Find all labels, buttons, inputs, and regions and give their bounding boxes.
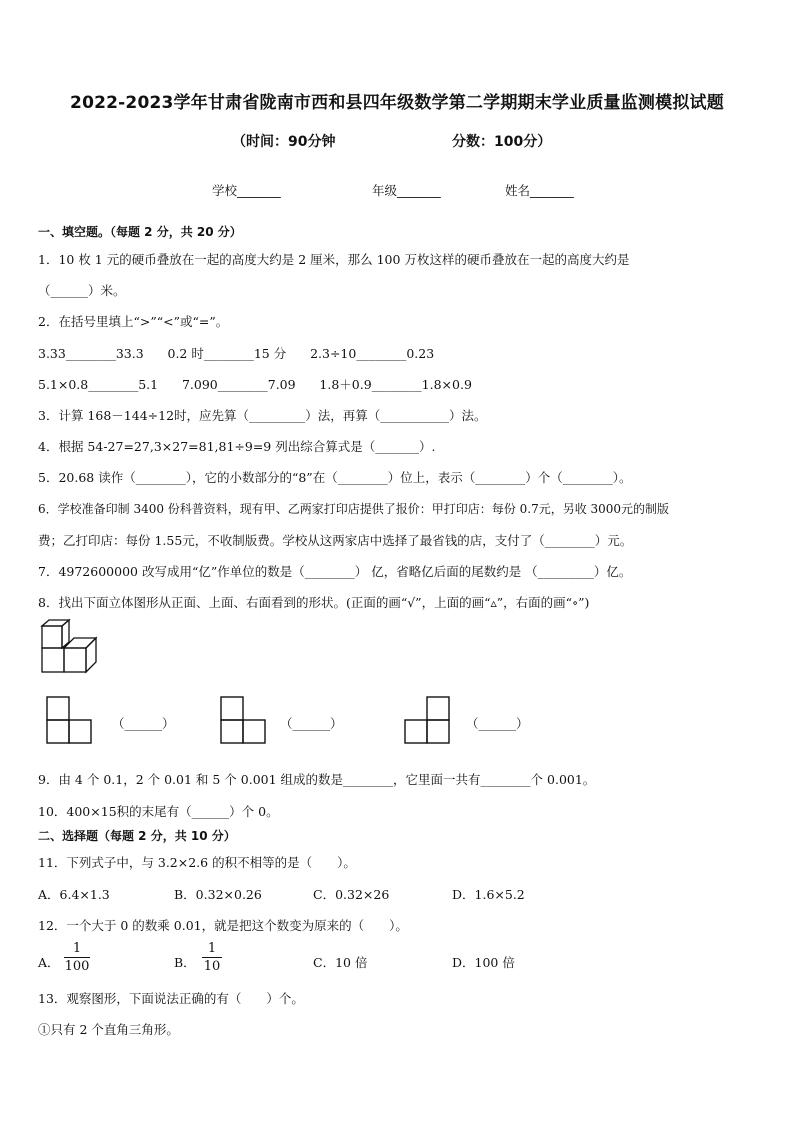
section1-heading: 一、填空题。（每题 2 分，共 20 分） [38, 225, 242, 239]
question-8-blank-2: （______） [280, 716, 343, 731]
section2-heading: 二、选择题（每题 2 分，共 10 分） [38, 829, 236, 843]
question-13-item-1: ①只有 2 个直角三角形。 [38, 1022, 179, 1037]
question-6-line1: 6．学校准备印制 3400 份科普资料，现有甲、乙两家打印店提供了报价：甲打印店：每份 0.7元，另收 3000元的制版 [38, 502, 670, 516]
question-12-option-b-fraction [202, 941, 222, 974]
exam-time: （时间：90分钟 [232, 134, 336, 150]
question-11: 11．下列式子中，与 3.2×2.6 的积不相等的是（ ）。 [38, 855, 356, 870]
cube-solid-figure [38, 616, 102, 678]
exam-title: 2022-2023学年甘肃省陇南市西和县四年级数学第二学期期末学业质量监测模拟试题 [70, 93, 724, 113]
question-1-line1: 1．10 枚 1 元的硬币叠放在一起的高度大约是 2 厘米，那么 100 万枚这样的硬币叠放在一起的高度大约是 [38, 252, 630, 267]
question-12: 12．一个大于 0 的数乘 0.01，就是把这个数变为原来的（ ）。 [38, 918, 408, 933]
question-4: 4．根据 54-27=27,3×27=81,81÷9=9 列出综合算式是（_______）. [38, 439, 436, 454]
fraction-a-denominator: 100 [64, 959, 90, 974]
question-2-row2: 5.1×0.8________5.1 7.090________7.09 1.8＋0.9________1.8×0.9 [38, 377, 472, 392]
fraction-b-bar [202, 957, 222, 958]
question-8: 8．找出下面立体图形从正面、上面、右面看到的形状。(正面的画“√”，上面的画“▵”，右面的画“∘”) [38, 595, 590, 610]
exam-score: 分数：100分） [452, 134, 552, 150]
question-7: 7．4972600000 改写成用“亿”作单位的数是（________） 亿，省略亿后面的尾数约是 （_________）亿。 [38, 564, 632, 579]
question-2: 2．在括号里填上“>”“<”或“=”。 [38, 314, 229, 329]
fraction-a-bar [64, 957, 90, 958]
question-12-option-c: C．10 倍 [313, 955, 368, 970]
grade-field: 年级_______ [372, 183, 441, 198]
question-12-option-d: D．100 倍 [452, 955, 515, 970]
question-11-option-a: A．6.4×1.3 [38, 887, 110, 902]
question-12-option-a-label: A． [38, 955, 60, 970]
fraction-b-numerator: 1 [207, 941, 217, 956]
view-shape-3 [404, 696, 452, 744]
question-11-option-c: C．0.32×26 [313, 887, 390, 902]
question-8-blank-3: （______） [466, 716, 529, 731]
question-11-option-d: D．1.6×5.2 [452, 887, 525, 902]
question-13: 13．观察图形，下面说法正确的有（ ）个。 [38, 991, 304, 1006]
school-field: 学校_______ [212, 183, 281, 198]
question-5: 5．20.68 读作（________），它的小数部分的“8”在（________）位上，表示（________）个（________）。 [38, 470, 632, 485]
question-9: 9．由 4 个 0.1，2 个 0.01 和 5 个 0.001 组成的数是________，它里面一共有________个 0.001。 [38, 772, 596, 787]
view-shape-1 [46, 696, 94, 744]
question-12-option-a-fraction [64, 941, 90, 974]
question-8-blank-1: （______） [112, 716, 175, 731]
question-12-option-b-label: B． [174, 955, 196, 970]
fraction-a-numerator: 1 [72, 941, 82, 956]
question-2-row1: 3.33________33.3 0.2 时________15 分 2.3÷10________0.23 [38, 346, 435, 361]
question-10: 10．400×15积的末尾有（______）个 0。 [38, 804, 279, 819]
question-11-option-b: B．0.32×0.26 [174, 887, 262, 902]
question-1-line2: （______）米。 [38, 283, 126, 298]
name-field: 姓名_______ [505, 183, 574, 198]
question-3: 3．计算 168－144÷12时，应先算（_________）法，再算（___________）法。 [38, 408, 487, 423]
question-6-line2: 费；乙打印店：每份 1.55元，不收制版费。学校从这两家店中选择了最省钱的店，支付了（________）元。 [38, 533, 633, 548]
fraction-b-denominator: 10 [203, 959, 221, 974]
view-shape-2 [220, 696, 268, 744]
